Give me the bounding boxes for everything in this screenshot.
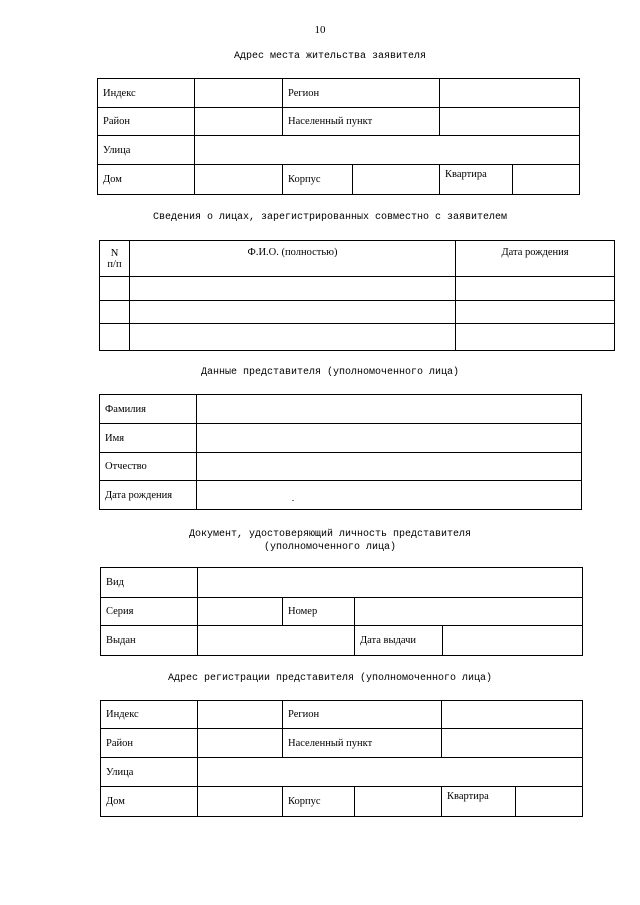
rep-street-field[interactable] [198,758,583,787]
document-type-label: Вид [101,568,198,598]
rep-locality-label: Населенный пункт [283,729,442,758]
patronymic-label: Отчество [100,453,197,481]
locality-field[interactable] [440,108,580,136]
building-label: Корпус [283,165,353,195]
rep-index-label: Индекс [101,701,198,729]
row-full-name-cell[interactable] [130,277,456,301]
rep-locality-field[interactable] [442,729,583,758]
row-birthdate-cell[interactable] [456,324,615,351]
column-number [100,241,130,277]
column-birthdate: Дата рождения [456,241,615,277]
rep-district-field[interactable] [198,729,283,758]
index-field[interactable] [195,79,283,108]
page-number: 10 [314,24,326,36]
house-field[interactable] [195,165,283,195]
document-heading-line2: (уполномоченного лица) [263,542,397,553]
row-number-cell[interactable] [100,324,130,351]
co-registered-heading: Сведения о лицах, зарегистрированных совместно с заявителем [152,212,508,223]
number-label: Номер [283,598,355,626]
apartment-label: Квартира [440,165,513,195]
representative-table [99,394,582,510]
row-number-cell[interactable] [100,301,130,324]
row-birthdate-cell[interactable] [456,301,615,324]
rep-district-label: Район [101,729,198,758]
building-field[interactable] [353,165,440,195]
street-label: Улица [98,136,195,165]
series-field[interactable] [198,598,283,626]
surname-label: Фамилия [100,395,197,424]
scan-speck [292,500,294,501]
rep-house-field[interactable] [198,787,283,817]
district-label: Район [98,108,195,136]
series-label: Серия [101,598,198,626]
name-label: Имя [100,424,197,453]
rep-house-label: Дом [101,787,198,817]
column-number-line2: п/п [107,258,122,270]
issue-date-label: Дата выдачи [355,626,443,656]
row-full-name-cell[interactable] [130,301,456,324]
column-full-name: Ф.И.О. (полностью) [130,241,456,277]
number-field[interactable] [355,598,583,626]
representative-address-table [100,700,583,817]
rep-apartment-label: Квартира [442,787,516,817]
surname-field[interactable] [197,395,582,424]
document-heading-line1: Документ, удостоверяющий личность представителя [188,529,472,540]
birthdate-label: Дата рождения [100,481,197,510]
index-label: Индекс [98,79,195,108]
issued-by-field[interactable] [198,626,355,656]
locality-label: Населенный пункт [283,108,440,136]
applicant-address-heading: Адрес места жительства заявителя [233,51,427,62]
street-field[interactable] [195,136,580,165]
district-field[interactable] [195,108,283,136]
rep-building-field[interactable] [355,787,442,817]
rep-region-field[interactable] [442,701,583,729]
rep-apartment-field[interactable] [516,787,583,817]
issue-date-field[interactable] [443,626,583,656]
apartment-field[interactable] [513,165,580,195]
patronymic-field[interactable] [197,453,582,481]
applicant-address-table [97,78,580,195]
document-type-field[interactable] [198,568,583,598]
rep-building-label: Корпус [283,787,355,817]
co-registered-table [99,240,615,351]
name-field[interactable] [197,424,582,453]
birthdate-field[interactable] [197,481,582,510]
rep-region-label: Регион [283,701,442,729]
document-table [100,567,583,656]
rep-street-label: Улица [101,758,198,787]
issued-by-label: Выдан [101,626,198,656]
region-label: Регион [283,79,440,108]
house-label: Дом [98,165,195,195]
region-field[interactable] [440,79,580,108]
representative-heading: Данные представителя (уполномоченного лица) [200,367,460,378]
column-number-line1: N [110,247,119,259]
row-number-cell[interactable] [100,277,130,301]
representative-address-heading: Адрес регистрации представителя (уполномоченного лица) [167,673,493,684]
row-full-name-cell[interactable] [130,324,456,351]
rep-index-field[interactable] [198,701,283,729]
row-birthdate-cell[interactable] [456,277,615,301]
